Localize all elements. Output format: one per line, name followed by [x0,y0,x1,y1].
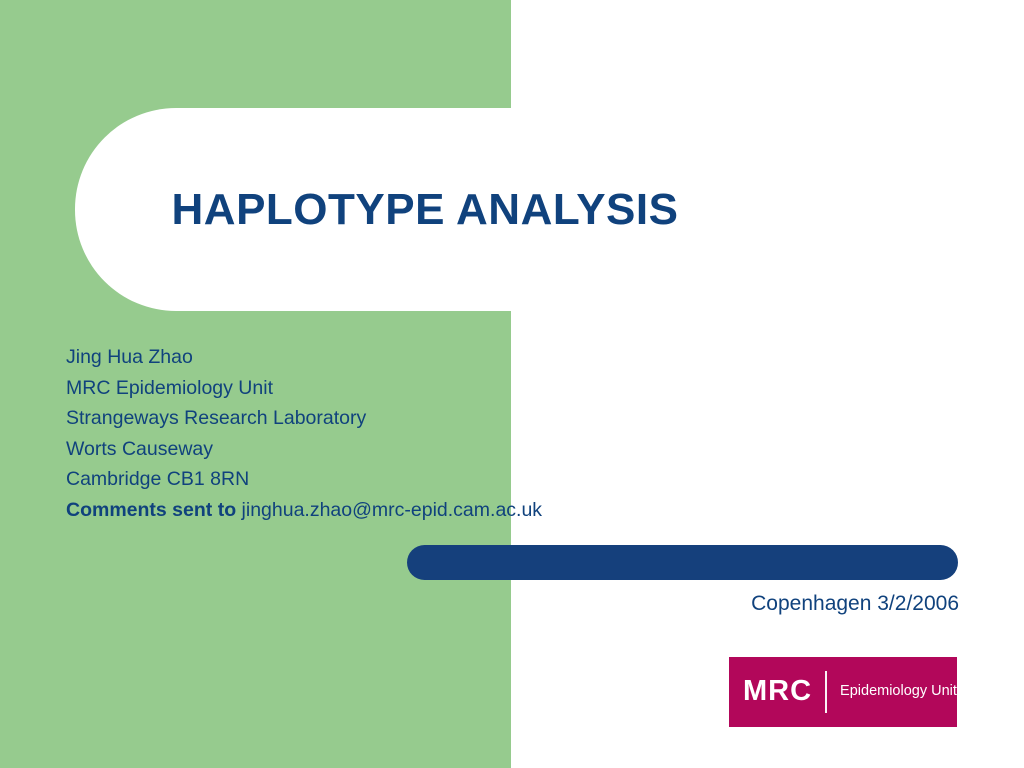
page-title: HAPLOTYPE ANALYSIS [171,184,679,234]
contact-email: jinghua.zhao@mrc-epid.cam.ac.uk [241,498,543,521]
mrc-logo [729,657,957,727]
venue-date: Copenhagen 3/2/2006 [751,592,959,615]
blue-accent-bar [407,545,958,580]
author-unit: MRC Epidemiology Unit [66,376,273,399]
author-laboratory: Strangeways Research Laboratory [66,407,367,430]
author-street: Worts Causeway [66,437,214,460]
mrc-wordmark: MRC [743,674,813,707]
mrc-logo-subtitle: Epidemiology Unit [840,683,957,699]
contact-line [66,495,766,526]
logo-divider [825,671,827,713]
author-affiliation-block [66,342,766,526]
author-name: Jing Hua Zhao [66,346,193,368]
contact-label: Comments sent to [66,498,237,521]
author-city-postcode: Cambridge CB1 8RN [66,468,250,491]
